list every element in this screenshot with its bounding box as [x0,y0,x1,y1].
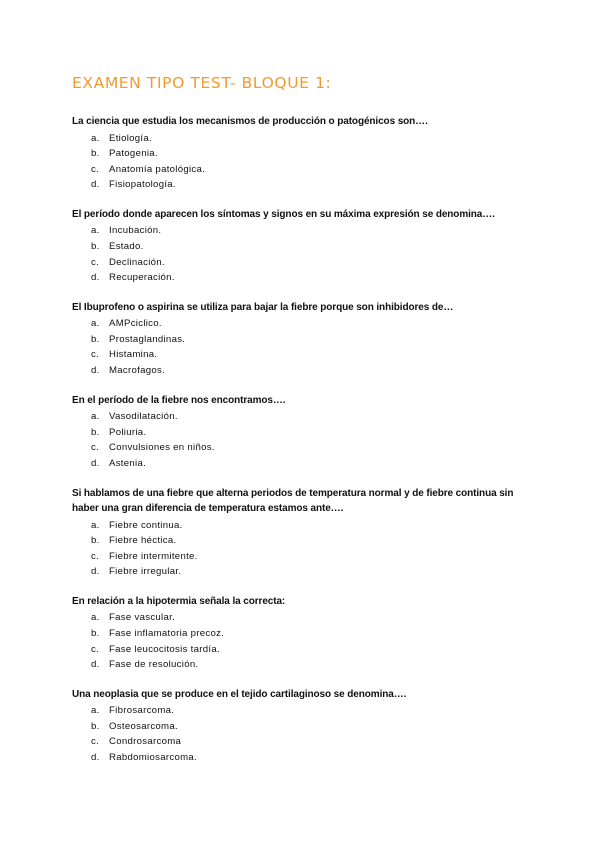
answer-option [72,626,532,642]
question-item [72,114,532,193]
page-title: EXAMEN TIPO TEST- BLOQUE 1: [72,74,332,92]
option-letter: b. [91,426,100,438]
option-text: Condrosarcoma [109,736,182,748]
option-text: Fisiopatología. [109,179,176,191]
option-text: Prostaglandinas. [109,333,186,345]
option-text: Macrofagos. [109,365,166,377]
answer-options [72,703,532,765]
option-text: Fiebre héctica. [109,535,177,547]
question-list [72,114,532,780]
answer-option [72,177,532,193]
answer-option [72,239,532,255]
answer-option [72,518,532,534]
question-item [72,594,532,673]
option-text: Fase inflamatoria precoz. [109,627,225,639]
answer-option [72,409,532,425]
question-item [72,687,532,766]
answer-options [72,131,532,193]
answer-option [72,734,532,750]
answer-option [72,564,532,580]
option-letter: d. [91,179,100,191]
option-letter: c. [91,550,100,562]
answer-option [72,146,532,162]
option-letter: d. [91,659,100,671]
option-letter: b. [91,148,100,160]
option-letter: c. [91,256,100,268]
question-text: En relación a la hipotermia señala la correcta: [72,595,286,607]
question-item [72,207,532,286]
question-item [72,393,532,472]
option-text: Poliuria. [109,426,147,438]
question-text: Una neoplasia que se produce en el tejido cartilaginoso se denomina…. [72,688,407,700]
option-letter: d. [91,752,100,764]
option-letter: c. [91,163,100,175]
option-letter: c. [91,736,100,748]
option-text: Fase leucocitosis tardía. [109,643,220,655]
option-text: Rabdomiosarcoma. [109,752,197,764]
option-letter: c. [91,643,100,655]
question-text: En el período de la fiebre nos encontramos…. [72,394,286,406]
option-letter: d. [91,566,100,578]
answer-option [72,549,532,565]
option-letter: a. [91,612,100,624]
option-text: Anatomía patológica. [109,163,206,175]
answer-option [72,425,532,441]
answer-options [72,518,532,580]
option-letter: d. [91,272,100,284]
option-text: Recuperación. [109,272,175,284]
option-letter: d. [91,365,100,377]
answer-option [72,703,532,719]
question-item [72,300,532,379]
option-text: Fase de resolución. [109,659,199,671]
option-text: Declinación. [109,256,165,268]
option-letter: b. [91,535,100,547]
option-letter: b. [91,627,100,639]
option-text: Estado. [109,240,144,252]
answer-option [72,719,532,735]
answer-option [72,316,532,332]
option-text: Astenia. [109,457,147,469]
option-letter: a. [91,132,100,144]
answer-option [72,533,532,549]
option-letter: d. [91,457,100,469]
option-letter: a. [91,318,100,330]
option-letter: b. [91,720,100,732]
answer-option [72,363,532,379]
answer-option [72,642,532,658]
answer-option [72,255,532,271]
option-letter: b. [91,240,100,252]
option-text: Vasodilatación. [109,411,178,423]
option-text: Osteosarcoma. [109,720,178,732]
answer-options [72,610,532,672]
option-letter: b. [91,333,100,345]
option-text: Convulsiones en niños. [109,442,215,454]
option-letter: a. [91,705,100,717]
answer-options [72,409,532,471]
option-text: Fiebre irregular. [109,566,182,578]
answer-option [72,657,532,673]
question-item [72,486,532,580]
question-text: El período donde aparecen los síntomas y signos en su máxima expresión se denomina…. [72,208,495,220]
answer-option [72,223,532,239]
question-text: El Ibuprofeno o aspirina se utiliza para bajar la fiebre porque son inhibidores de… [72,301,454,313]
option-text: Fiebre continua. [109,519,183,531]
option-text: Incubación. [109,225,162,237]
answer-option [72,347,532,363]
option-text: Fase vascular. [109,612,176,624]
answer-option [72,610,532,626]
option-text: AMPciclico. [109,318,162,330]
answer-option [72,162,532,178]
question-text: Si hablamos de una fiebre que alterna periodos de temperatura normal y de fiebre continua sin haber una gran diferencia de temperatura estamos ante…. [72,487,514,514]
option-letter: a. [91,519,100,531]
option-text: Patogenia. [109,148,158,160]
option-letter: c. [91,349,100,361]
answer-option [72,750,532,766]
answer-options [72,223,532,285]
option-text: Etiología. [109,132,153,144]
answer-option [72,270,532,286]
option-text: Fiebre intermitente. [109,550,198,562]
answer-option [72,332,532,348]
option-letter: c. [91,442,100,454]
option-text: Histamina. [109,349,158,361]
answer-option [72,440,532,456]
answer-option [72,131,532,147]
option-text: Fibrosarcoma. [109,705,175,717]
option-letter: a. [91,225,100,237]
answer-options [72,316,532,378]
answer-option [72,456,532,472]
question-text: La ciencia que estudia los mecanismos de producción o patogénicos son…. [72,116,428,127]
option-letter: a. [91,411,100,423]
